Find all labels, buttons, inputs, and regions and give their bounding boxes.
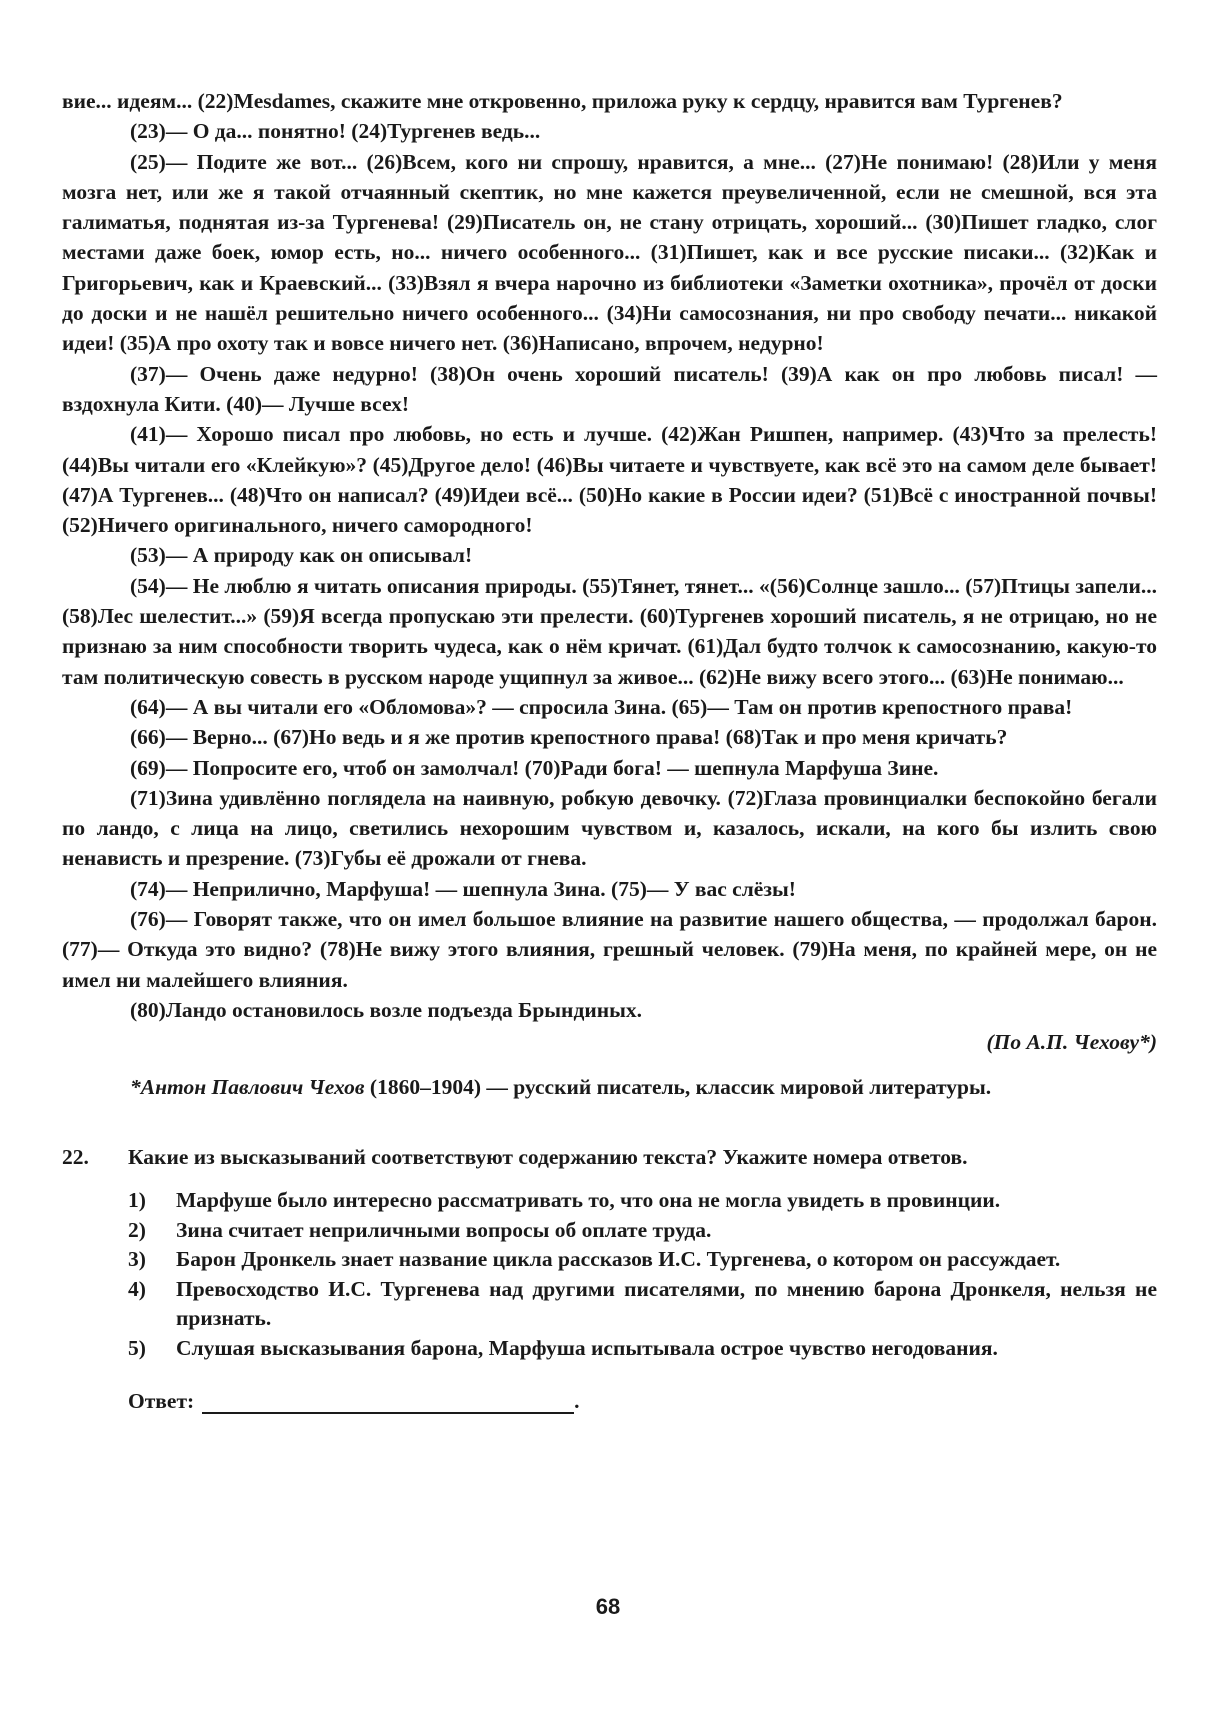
text-paragraph: (71)Зина удивлённо поглядела на наивную, робкую девочку. (72)Глаза провинциалки беспокойно бегали по ландо, с лица на лицо, светились нехорошим чувством и, казалось, искали, на кого бы излить свою ненависть и презрение. (73)Губы её дрожали от гнева.: [62, 785, 1157, 871]
text-paragraph: (25)— Подите же вот... (26)Всем, кого ни спрошу, нравится, а мне... (27)Не понимаю! (28)Или у меня мозга нет, или же я такой отчаянный скептик, но мне кажется преувеличенной, если не смешной, вся эта галиматья, поднятая из-за Тургенева! (29)Писатель он, не стану отрицать, хороший... (30)Пишет гладко, слог местами даже боек, юмор есть, но... ничего особенного... (31)Пишет, как и все русские писаки... (32)Как и Григорьевич, как и Краевский... (33)Взял я вчера нарочно из библиотеки «Заметки охотника», прочёл от доски до доски и не нашёл решительно ничего особенного... (34)Ни самосознания, ни про свободу печати... никакой идеи! (35)А про охоту так и вовсе ничего нет. (36)Написано, впрочем, недурно!: [62, 149, 1157, 356]
answer-option: [128, 1186, 1157, 1216]
text-paragraph: (37)— Очень даже недурно! (38)Он очень хороший писатель! (39)А как он про любовь писал! — вздохнула Кити. (40)— Лучше всех!: [62, 361, 1157, 416]
option-number: 1): [128, 1188, 146, 1213]
answer-option: [128, 1334, 1157, 1364]
answer-options-list: [128, 1186, 1157, 1363]
text-paragraph: (41)— Хорошо писал про любовь, но есть и лучше. (42)Жан Ришпен, например. (43)Что за прелесть! (44)Вы читали его «Клейкую»? (45)Другое дело! (46)Вы читаете и чувствуете, как всё это на самом деле бывает! (47)А Тургенев... (48)Что он написал? (49)Идеи всё... (50)Но какие в России идеи? (51)Всё с иностранной почвы! (52)Ничего оригинального, ничего самородного!: [62, 422, 1157, 538]
text-paragraph: (66)— Верно... (67)Но ведь и я же против крепостного права! (68)Так и про меня кричать?: [130, 725, 1008, 750]
option-text: Слушая высказывания барона, Марфуша испытывала острое чувство негодования.: [176, 1335, 998, 1360]
document-page: [62, 86, 1157, 1414]
option-text: Марфуше было интересно рассматривать то, что она не могла увидеть в провинции.: [176, 1188, 1001, 1213]
text-paragraph: (80)Ландо остановилось возле подъезда Брындиных.: [130, 997, 643, 1022]
answer-row: [128, 1389, 1157, 1414]
answer-option: [128, 1275, 1157, 1334]
footnote-author-name: *Антон Павлович Чехов: [130, 1074, 365, 1099]
option-number: 2): [128, 1217, 146, 1242]
author-footnote: [62, 1072, 1157, 1102]
task-number: 22.: [62, 1144, 89, 1169]
text-paragraph: (69)— Попросите его, чтоб он замолчал! (70)Ради бога! — шепнула Марфуша Зине.: [130, 755, 939, 780]
option-number: 3): [128, 1247, 146, 1272]
text-paragraph: вие... идеям... (22)Mesdames, скажите мне откровенно, приложа руку к сердцу, нравится вам Тургенев?: [62, 89, 1063, 113]
task-question-text: Какие из высказываний соответствуют содержанию текста? Укажите номера ответов.: [128, 1144, 968, 1169]
answer-option: [128, 1216, 1157, 1246]
task-question: [62, 1142, 1157, 1172]
answer-option: [128, 1245, 1157, 1275]
text-paragraph: (53)— А природу как он описывал!: [130, 543, 473, 568]
text-paragraph: (54)— Не люблю я читать описания природы. (55)Тянет, тянет... «(56)Солнце зашло... (57)Птицы запели... (58)Лес шелестит...» (59)Я всегда пропускаю эти прелести. (60)Тургенев хороший писатель, я не отрицаю, но не признаю за ним способности творить чудеса, как о нём кричат. (61)Дал будто толчок к самосознанию, какую-то там политическую совесть в русском народе ущипнул за живое... (62)Не вижу всего этого... (63)Не понимаю...: [62, 573, 1157, 689]
text-paragraph: (76)— Говорят также, что он имел большое влияние на развитие нашего общества, — продолжал барон. (77)— Откуда это видно? (78)Не вижу этого влияния, грешный человек. (79)На меня, по крайней мере, он не имел ни малейшего влияния.: [62, 907, 1157, 992]
answer-blank-line[interactable]: [202, 1392, 574, 1414]
option-text: Барон Дронкель знает название цикла рассказов И.С. Тургенева, о котором он рассуждает.: [176, 1247, 1061, 1272]
text-paragraph: (64)— А вы читали его «Обломова»? — спросила Зина. (65)— Там он против крепостного права!: [130, 694, 1073, 719]
text-paragraph: (23)— О да... понятно! (24)Тургенев ведь...: [130, 119, 541, 144]
option-text: Зина считает неприличными вопросы об оплате труда.: [176, 1217, 712, 1242]
text-paragraph: (74)— Неприлично, Марфуша! — шепнула Зина. (75)— У вас слёзы!: [130, 876, 796, 901]
source-attribution: [62, 1027, 1157, 1057]
footnote-text: (1860–1904) — русский писатель, классик мировой литературы.: [364, 1074, 992, 1099]
option-number: 5): [128, 1335, 146, 1360]
answer-end-mark: .: [574, 1389, 580, 1414]
option-number: 4): [128, 1276, 146, 1301]
option-text: Превосходство И.С. Тургенева над другими писателями, по мнению барона Дронкеля, нельзя не признать.: [176, 1276, 1157, 1331]
answer-label: Ответ:: [128, 1389, 195, 1414]
source-text: (По А.П. Чехову*): [986, 1030, 1157, 1055]
page-number: 68: [595, 1594, 621, 1619]
